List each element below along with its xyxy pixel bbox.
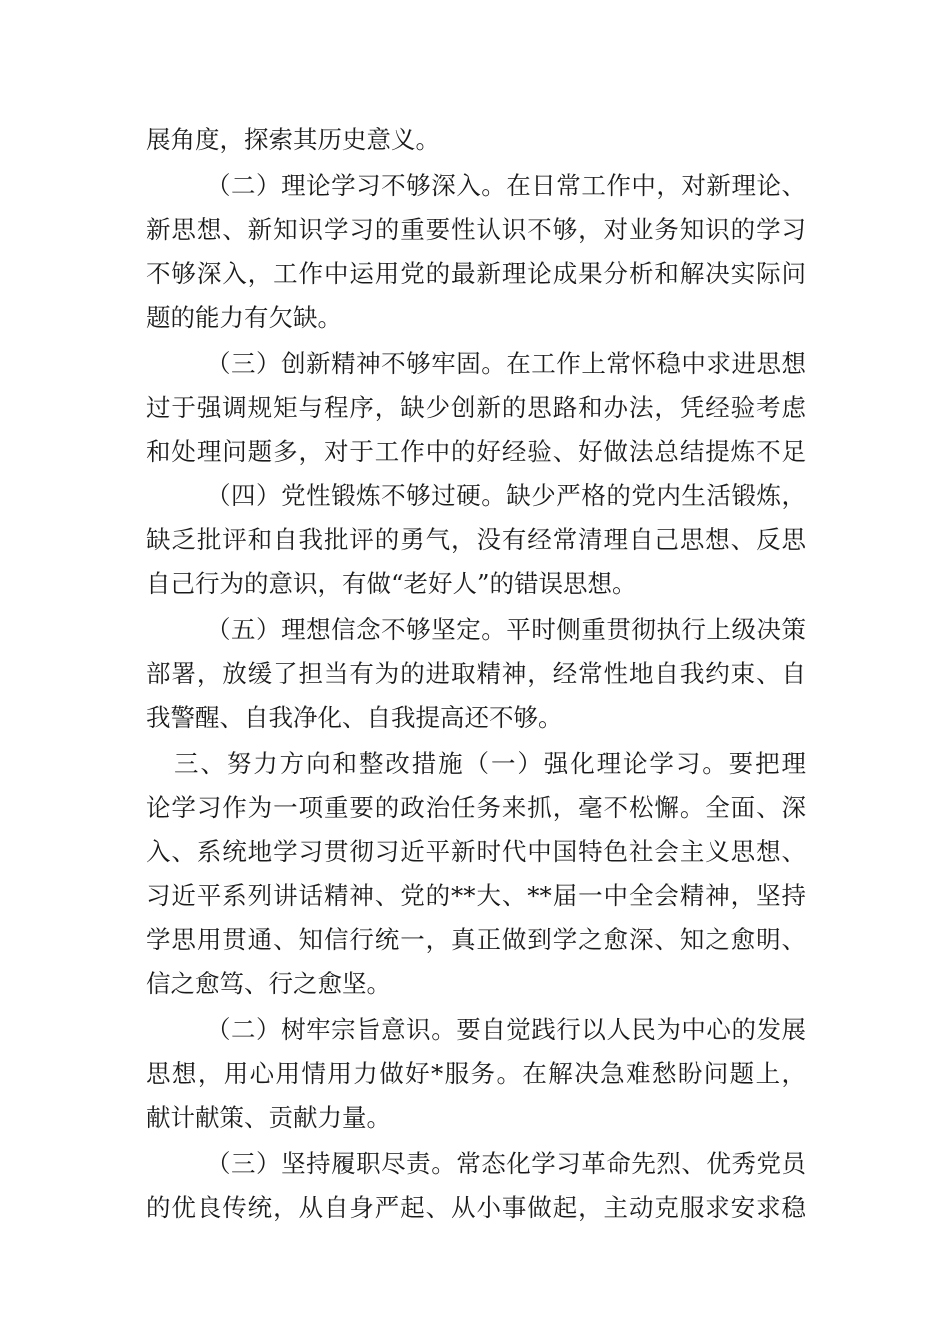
text-line: （三）坚持履职尽责。常态化学习革命先烈、优秀党员 (206, 1149, 806, 1178)
text-line: 新思想、新知识学习的重要性认识不够，对业务知识的学习 (146, 215, 806, 244)
text-line: 学思用贯通、知信行统一，真正做到学之愈深、知之愈明、 (146, 925, 806, 954)
text-line: （四）党性锻炼不够过硬。缺少严格的党内生活锻炼， (206, 481, 806, 510)
text-line: 不够深入，工作中运用党的最新理论成果分析和解决实际问 (146, 259, 806, 288)
text-line: 论学习作为一项重要的政治任务来抓，毫不松懈。全面、深 (146, 793, 806, 822)
text-line: 展角度，探索其历史意义。 (146, 125, 440, 154)
text-line: 缺乏批评和自我批评的勇气，没有经常清理自己思想、反思 (146, 525, 806, 554)
text-line: 入、系统地学习贯彻习近平新时代中国特色社会主义思想、 (146, 837, 806, 866)
text-line: 习近平系列讲话精神、党的**大、**届一中全会精神，坚持 (146, 881, 806, 910)
text-line: 信之愈笃、行之愈坚。 (146, 969, 391, 998)
text-line: 自己行为的意识，有做“老好人”的错误思想。 (146, 569, 637, 598)
text-line: （二）树牢宗旨意识。要自觉践行以人民为中心的发展 (206, 1015, 806, 1044)
text-line: （五）理想信念不够坚定。平时侧重贯彻执行上级决策 (206, 615, 806, 644)
text-line: 题的能力有欠缺。 (146, 303, 342, 332)
text-line: （二）理论学习不够深入。在日常工作中，对新理论、 (206, 171, 806, 200)
text-line: 我警醒、自我净化、自我提高还不够。 (146, 703, 563, 732)
text-line: （三）创新精神不够牢固。在工作上常怀稳中求进思想 (206, 349, 806, 378)
text-line: 的优良传统，从自身严起、从小事做起，主动克服求安求稳 (146, 1193, 806, 1222)
text-line: 过于强调规矩与程序，缺少创新的思路和办法，凭经验考虑 (146, 393, 806, 422)
text-line: 献计献策、贡献力量。 (146, 1103, 391, 1132)
text-line: 思想，用心用情用力做好*服务。在解决急难愁盼问题上， (146, 1059, 806, 1088)
section-heading-line: 三、努力方向和整改措施（一）强化理论学习。要把理 (174, 749, 806, 778)
text-line: 部署，放缓了担当有为的进取精神，经常性地自我约束、自 (146, 659, 806, 688)
text-line: 和处理问题多，对于工作中的好经验、好做法总结提炼不足 (146, 437, 806, 466)
